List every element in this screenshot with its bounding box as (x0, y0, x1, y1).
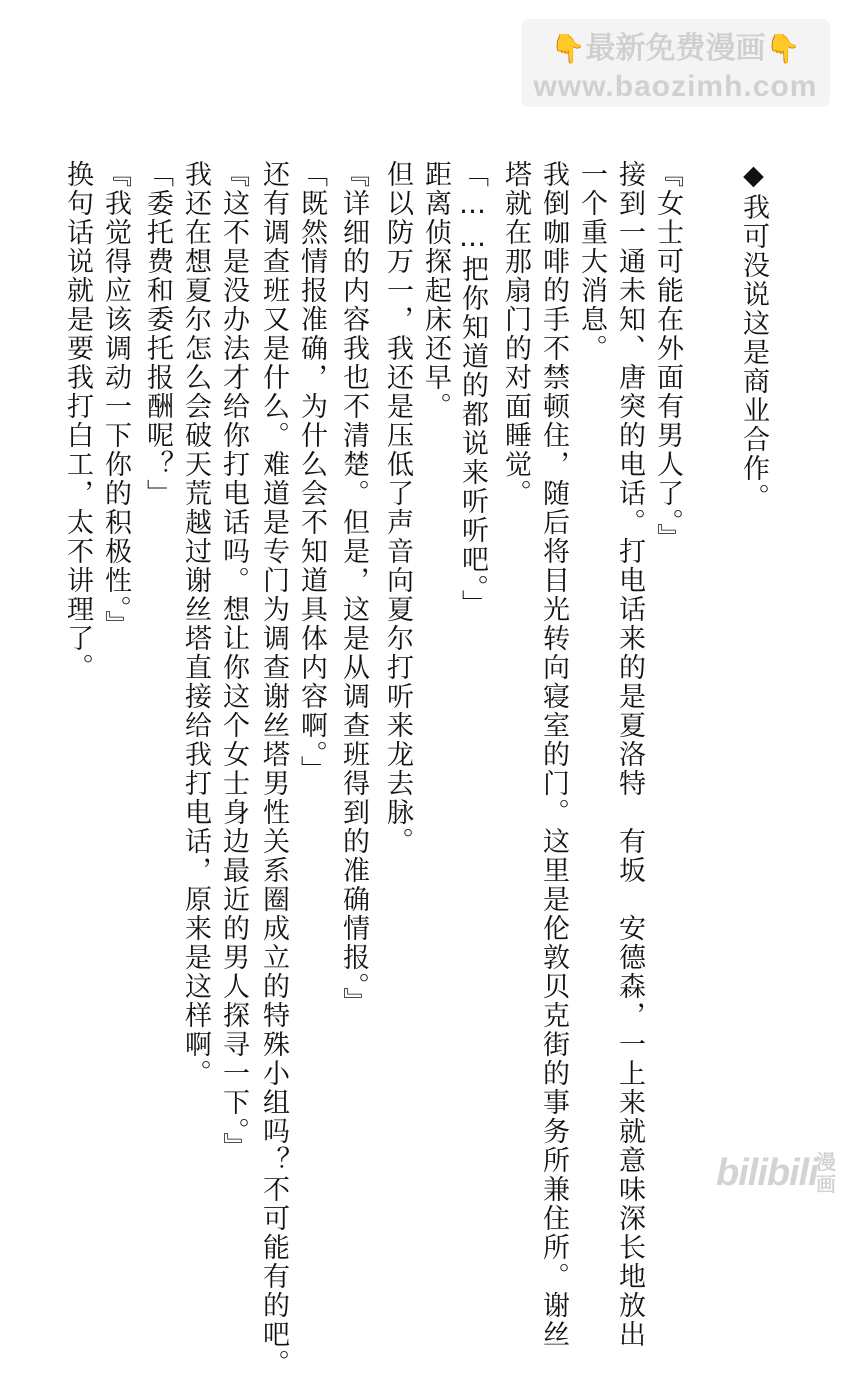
text-column: 『这不是没办法才给你打电话吗。想让你这个女士身边最近的男人探寻一下。』 (218, 160, 249, 1162)
text-column: 我倒咖啡的手不禁顿住，随后将目光转向寝室的门。这里是伦敦贝克街的事务所兼住所。谢丝 (538, 160, 569, 1349)
text-column: 「既然情报准确，为什么会不知道具体内容啊。」 (296, 160, 327, 785)
text-column: 『详细的内容我也不清楚。但是，这是从调查班得到的准确情报。』 (338, 160, 369, 1017)
banner-title: 最新免费漫画 (585, 31, 766, 66)
text-column: 但以防万一，我还是压低了声音向夏尔打听来龙去脉。 (382, 160, 413, 856)
watermark-sub: 漫画 (816, 1152, 836, 1196)
text-column: 塔就在那扇门的对面睡觉。 (500, 160, 531, 508)
site-banner[interactable] (521, 19, 830, 107)
text-column: 接到一通未知、唐突的电话。打电话来的是夏洛特 有坂 安德森，一上来就意味深长地放出 (614, 160, 645, 1349)
watermark-brand: bilibili (716, 1152, 818, 1194)
pointing-down-icon: 👇 (550, 32, 586, 65)
text-column: 我还在想夏尔怎么会破天荒越过谢丝塔直接给我打电话，原来是这样啊。 (180, 160, 211, 1088)
text-column: 「……把你知道的都说来听听吧。」 (457, 160, 488, 619)
text-column: 「委托费和委托报酬呢？」 (142, 160, 173, 508)
banner-title-row (521, 29, 830, 69)
text-column: 距离侦探起床还早。 (420, 160, 451, 421)
text-column: 『我觉得应该调动一下你的积极性。』 (100, 160, 131, 640)
pointing-down-icon: 👇 (765, 32, 801, 65)
text-column: 一个重大消息。 (576, 160, 607, 363)
banner-url[interactable]: www.baozimh.com (533, 70, 818, 103)
text-column: ◆我可没说这是商业合作。 (738, 160, 769, 512)
text-column: 还有调查班又是什么。难道是专门为调查谢丝塔男性关系圈成立的特殊小组吗？不可能有的吧。 (258, 160, 289, 1378)
text-column: 『女士可能在外面有男人了。』 (652, 160, 683, 553)
bilibili-manga-watermark (716, 1150, 840, 1198)
text-column: 换句话说就是要我打白工，太不讲理了。 (62, 160, 93, 682)
